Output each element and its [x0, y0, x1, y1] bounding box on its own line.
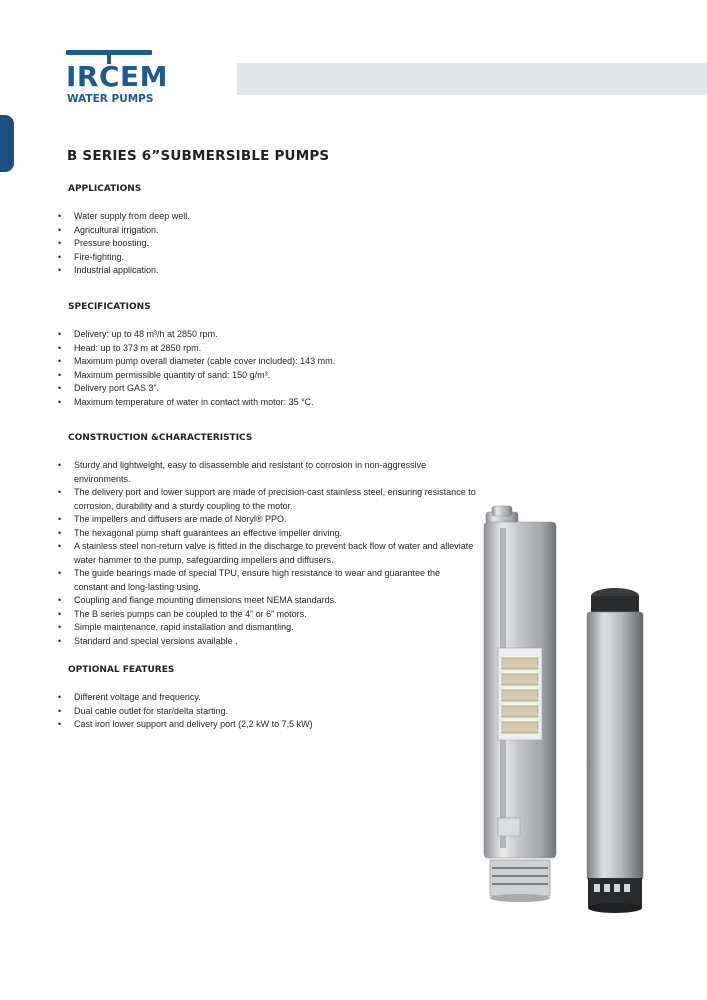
applications-section: [56, 184, 476, 278]
list-item: • The impellers and diffusers are made of Noryl® PPO.: [56, 513, 476, 527]
bullet-icon: •: [58, 251, 62, 262]
section-heading: SPECIFICATIONS: [68, 302, 151, 312]
list-item: • Standard and special versions available .: [56, 635, 476, 649]
optional-section: [56, 665, 476, 732]
list-item: • Different voltage and frequency.: [56, 691, 476, 705]
list-item: • The delivery port and lower support are made of precision-cast stainless steel, ensuring resistance to corrosion, durability and a sturdy coupling to the motor.: [58, 487, 476, 511]
list-item: • Sturdy and lightweight, easy to disassemble and resistant to corrosion in non-aggressive environments.: [58, 460, 427, 484]
specifications-list: [56, 328, 476, 409]
bullet-icon: •: [58, 487, 62, 497]
list-item: • Maximum permissible quantity of sand: 150 g/m³.: [56, 369, 476, 383]
list-item: • The hexagonal pump shaft guarantees an effective impeller driving.: [56, 527, 476, 541]
list-item: • Maximum temperature of water in contact with motor: 35 °C.: [56, 396, 476, 410]
list-item: • Delivery port GAS 3”.: [56, 382, 476, 396]
bullet-icon: •: [58, 692, 62, 702]
bullet-icon: •: [58, 356, 62, 366]
list-item: • Fire-fighting.: [56, 251, 476, 265]
section-heading: OPTIONAL FEATURES: [68, 665, 175, 675]
list-item: • A stainless steel non-return valve is fitted in the discharge to prevent back flow of water and alleviate water hammer to the pump, safeguarding impellers and diffusers.: [58, 541, 474, 565]
list-item: • Industrial application.: [56, 264, 476, 278]
applications-list: [56, 210, 476, 278]
list-item: • Coupling and flange mounting dimensions meet NEMA standards.: [56, 594, 476, 608]
bullet-icon: •: [58, 568, 62, 578]
bullet-icon: •: [58, 608, 62, 619]
list-item: • Maximum pump overall diameter (cable cover included): 143 mm.: [56, 355, 476, 369]
page-title: B SERIES 6”SUBMERSIBLE PUMPS: [67, 148, 330, 164]
bullet-icon: •: [58, 342, 62, 353]
logo-subtitle: WATER PUMPS: [67, 93, 154, 105]
bullet-icon: •: [58, 635, 62, 646]
section-heading: CONSTRUCTION &CHARACTERISTICS: [68, 433, 253, 443]
construction-section: [56, 433, 476, 648]
pump-product-image: [470, 500, 665, 920]
ircem-logo: [66, 50, 169, 110]
bullet-icon: •: [58, 329, 62, 339]
list-item: • The guide bearings made of special TPU, ensure high resistance to wear and guarantee the constant and long-lasting using.: [58, 568, 441, 592]
bullet-icon: •: [58, 265, 62, 275]
side-tab: [0, 115, 14, 172]
list-item: • Simple maintenance, rapid installation and dismantling.: [56, 621, 476, 635]
bullet-icon: •: [58, 211, 62, 221]
pump-right: [587, 588, 643, 913]
bullet-icon: •: [58, 705, 62, 716]
bullet-icon: •: [58, 369, 62, 380]
list-item: • Agricultural irrigation.: [56, 224, 476, 238]
list-item: • Water supply from deep well.: [56, 210, 476, 224]
section-heading: APPLICATIONS: [68, 184, 142, 194]
specifications-section: [56, 302, 476, 409]
bullet-icon: •: [58, 383, 62, 393]
bullet-icon: •: [58, 224, 62, 235]
list-item: • Cast iron lower support and delivery port (2,2 kW to 7,5 kW): [56, 718, 476, 732]
list-item: • Pressure boosting.: [56, 237, 476, 251]
list-item: • Dual cable outlet for star/delta starting.: [56, 705, 476, 719]
header-band: [237, 63, 707, 95]
logo-wordmark: IRCEM: [66, 60, 169, 93]
list-item: • The B series pumps can be coupled to the 4” or 6” motors.: [56, 608, 476, 622]
optional-list: [56, 691, 476, 732]
bullet-icon: •: [58, 622, 62, 632]
list-item: • Head: up to 373 m at 2850 rpm.: [56, 342, 476, 356]
bullet-icon: •: [58, 238, 62, 248]
bullet-icon: •: [58, 396, 62, 407]
pump-left: [484, 506, 556, 902]
list-item: • Delivery: up to 48 m³/h at 2850 rpm.: [56, 328, 476, 342]
bullet-icon: •: [58, 527, 62, 538]
bullet-icon: •: [58, 719, 62, 729]
bullet-icon: •: [58, 595, 62, 605]
construction-list: [56, 459, 476, 648]
bullet-icon: •: [58, 541, 62, 551]
bullet-icon: •: [58, 514, 62, 524]
bullet-icon: •: [58, 460, 62, 470]
